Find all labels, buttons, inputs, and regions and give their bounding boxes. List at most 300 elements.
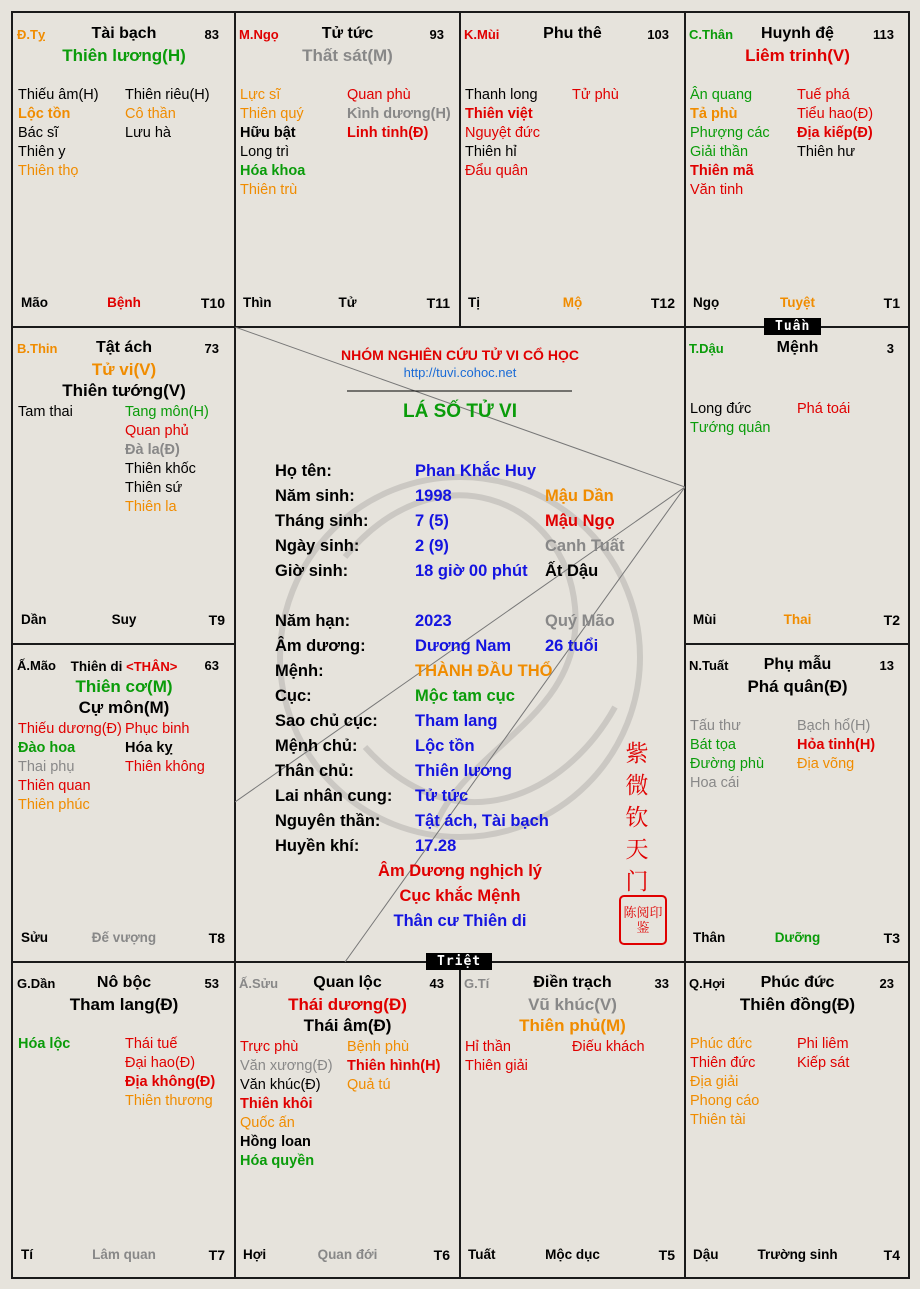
star-name: Địa võng	[797, 756, 855, 772]
star-name: Giải thần	[690, 144, 749, 160]
star-row	[465, 86, 681, 105]
star-name: Cô thần	[125, 106, 176, 122]
star-row	[690, 162, 906, 181]
field-extra: Mậu Ngọ	[545, 512, 615, 530]
palace-name: Phụ mẫu	[763, 656, 832, 673]
palace-age: 63	[204, 658, 219, 673]
field-value: Lộc tồn	[415, 737, 475, 755]
main-star: Thất sát(M)	[302, 46, 393, 65]
star-row	[690, 1073, 906, 1092]
star-name: Phượng các	[690, 125, 770, 141]
star-name: Thiếu âm(H)	[18, 87, 99, 103]
star-row	[690, 124, 906, 143]
star-row	[240, 124, 456, 143]
field-value: Tật ách, Tài bạch	[415, 812, 549, 830]
palace-month: T12	[650, 295, 675, 311]
palace-footer	[685, 1247, 910, 1263]
field-label: Lai nhân cung:	[275, 787, 393, 805]
field-value: 18 giờ 00 phút	[415, 562, 528, 580]
field-value: Dương Nam	[415, 637, 512, 655]
palace-footer	[460, 295, 685, 311]
palace-stage: Đế vượng	[91, 930, 157, 945]
star-name	[18, 1054, 125, 1073]
palace-month: T8	[208, 930, 225, 946]
star-row	[18, 479, 231, 498]
field-label: Sao chủ cục:	[275, 712, 378, 730]
star-name: Tử phù	[572, 87, 619, 103]
palace-age: 73	[204, 341, 219, 356]
star-name: Thiên mã	[690, 163, 754, 179]
star-row	[690, 1111, 906, 1130]
field-label: Âm dương:	[275, 637, 366, 655]
palace-branch: Thân	[693, 930, 726, 945]
palace-footer	[13, 295, 235, 311]
star-name: Văn xương(Đ)	[240, 1058, 333, 1074]
field-value: 2023	[415, 612, 452, 630]
palace-month: T3	[883, 930, 900, 946]
palace-footer	[460, 1247, 685, 1263]
palace-stem: Ấ.Sửu	[239, 976, 279, 991]
field-extra: 26 tuổi	[545, 637, 599, 655]
star-row	[240, 1114, 456, 1133]
seal-char: 紫	[625, 740, 649, 766]
tuan-badge: Tuần	[764, 318, 821, 335]
field-extra: Quý Mão	[545, 612, 615, 630]
star-row	[240, 1076, 456, 1095]
palace-name: Phúc đức	[760, 974, 835, 991]
star-list	[690, 400, 906, 438]
palace-stem: Q.Hợi	[689, 976, 725, 991]
star-name: Thiên trù	[240, 182, 298, 198]
research-group: NHÓM NGHIÊN CỨU TỬ VI CỔ HỌC	[341, 347, 579, 363]
palace-stage: Tử	[338, 295, 357, 310]
star-list	[465, 1038, 681, 1076]
star-name: Linh tinh(Đ)	[347, 125, 429, 141]
star-name: Hóa quyền	[240, 1153, 315, 1169]
palace-footer	[13, 612, 235, 628]
star-name	[18, 1092, 125, 1111]
star-name: Thiên thọ	[18, 163, 79, 179]
star-name: Hóa khoa	[240, 163, 306, 179]
palace-stem: G.Tí	[464, 976, 490, 991]
star-name: Phục binh	[125, 721, 190, 737]
star-name	[18, 460, 125, 479]
field-label: Tháng sinh:	[275, 512, 369, 530]
star-row	[690, 181, 906, 200]
star-row	[240, 86, 456, 105]
palace-name	[13, 659, 235, 674]
star-name: Hỉ thần	[465, 1039, 511, 1055]
star-row	[240, 1095, 456, 1114]
palace-thin	[13, 327, 235, 644]
star-name: Đà la(Đ)	[125, 442, 180, 458]
star-row	[690, 717, 906, 736]
than-label: <THÂN>	[126, 659, 178, 674]
palace-month: T1	[883, 295, 900, 311]
main-star: Thái dương(Đ)	[288, 995, 407, 1014]
star-name: Phi liêm	[797, 1036, 849, 1052]
star-name: Long đức	[690, 401, 752, 417]
star-row	[18, 796, 231, 815]
star-name: Bác sĩ	[18, 125, 59, 141]
palace-footer	[235, 1247, 460, 1263]
palace-age: 43	[429, 976, 444, 991]
star-name: Bệnh phù	[347, 1039, 410, 1055]
palace-ngo	[235, 13, 460, 327]
star-name: Nguyệt đức	[465, 125, 540, 141]
star-row	[465, 124, 681, 143]
field-value: 7 (5)	[415, 512, 449, 530]
main-star: Thiên đồng(Đ)	[739, 995, 856, 1014]
field-label: Nguyên thần:	[275, 812, 381, 830]
field-extra: Ất Dậu	[545, 562, 599, 580]
palace-month: T7	[208, 1247, 225, 1263]
star-name	[18, 1073, 125, 1092]
star-name: Tam thai	[18, 404, 73, 420]
star-row	[690, 755, 906, 774]
palace-stem: M.Ngọ	[239, 27, 279, 42]
palace-age: 33	[654, 976, 669, 991]
star-name: Quốc ấn	[240, 1115, 295, 1131]
palace-branch: Tị	[468, 295, 480, 310]
palace-branch: Mùi	[693, 612, 717, 627]
field-extra: Mậu Dần	[545, 487, 614, 505]
star-name: Thiên không	[125, 759, 205, 775]
palace-stage: Dưỡng	[774, 930, 821, 945]
palace-name: Quan lộc	[313, 974, 382, 991]
star-list	[240, 86, 456, 200]
star-name: Quan phù	[347, 87, 411, 103]
star-row	[18, 124, 231, 143]
summary-note: Thân cư Thiên di	[393, 912, 527, 930]
palace-footer	[13, 1247, 235, 1263]
main-star: Tử vi(V)	[91, 360, 157, 379]
star-row	[690, 1035, 906, 1054]
star-name: Đường phù	[690, 756, 765, 772]
star-list	[690, 1035, 906, 1130]
star-row	[465, 1057, 681, 1076]
star-name: Tiểu hao(Đ)	[797, 106, 874, 122]
star-name: Địa giải	[690, 1074, 739, 1090]
star-list	[18, 720, 231, 815]
palace-footer	[13, 930, 235, 946]
star-name: Điếu khách	[572, 1039, 645, 1055]
star-name: Thai phụ	[18, 759, 75, 775]
star-row	[18, 105, 231, 124]
star-name: Phúc đức	[690, 1036, 753, 1052]
summary-note: Âm Dương nghịch lý	[378, 862, 542, 880]
main-star: Thái âm(Đ)	[303, 1016, 392, 1035]
star-row	[690, 86, 906, 105]
palace-month: T5	[658, 1247, 675, 1263]
palace-stage: Lâm quan	[92, 1247, 156, 1262]
star-row	[240, 181, 456, 200]
star-name: Tướng quân	[690, 420, 771, 436]
palace-age: 113	[873, 27, 894, 42]
palace-age: 103	[647, 27, 669, 42]
stamp: 陈阅印鉴	[619, 895, 667, 945]
palace-footer	[685, 612, 910, 628]
palace-name: Điền trạch	[533, 974, 612, 991]
star-list	[465, 86, 681, 181]
field-label: Cục:	[275, 687, 312, 705]
star-name: Thiên hỉ	[465, 144, 517, 160]
field-label: Năm hạn:	[275, 612, 351, 630]
star-row	[690, 1092, 906, 1111]
star-list	[18, 86, 231, 181]
star-name: Thiên hình(H)	[347, 1058, 441, 1074]
palace-stage: Tuyệt	[779, 295, 815, 310]
star-name: Quả tú	[347, 1077, 391, 1093]
palace-hoi	[685, 962, 910, 1279]
palace-stage: Quan đới	[317, 1247, 378, 1262]
field-label: Mệnh chủ:	[275, 737, 358, 755]
star-name: Tuế phá	[797, 87, 850, 103]
star-name: Ân quang	[690, 87, 753, 103]
star-row	[465, 105, 681, 124]
palace-branch: Ngọ	[693, 295, 720, 310]
palace-name: Phu thê	[543, 25, 602, 42]
star-name: Kiếp sát	[797, 1055, 850, 1071]
palace-branch: Dậu	[693, 1247, 719, 1262]
field-label: Giờ sinh:	[275, 562, 349, 580]
star-row	[18, 460, 231, 479]
star-row	[240, 1152, 456, 1171]
star-name: Hỏa tinh(H)	[797, 737, 876, 753]
palace-branch: Thìn	[243, 295, 272, 310]
star-name: Tang môn(H)	[125, 404, 209, 420]
star-name: Đẩu quân	[465, 163, 528, 179]
chart-title: LÁ SỐ TỬ VI	[403, 401, 517, 422]
palace-dan	[13, 962, 235, 1279]
star-row	[18, 758, 231, 777]
field-value: 1998	[415, 487, 452, 505]
palace-tuat	[685, 644, 910, 962]
star-row	[18, 739, 231, 758]
palace-stem: Ấ.Mão	[17, 658, 56, 673]
star-row	[18, 143, 231, 162]
star-name: Đào hoa	[18, 740, 76, 756]
star-name	[18, 422, 125, 441]
palace-branch: Hợi	[243, 1247, 267, 1262]
main-star: Thiên tướng(V)	[62, 381, 186, 400]
star-list	[18, 403, 231, 517]
star-row	[240, 1133, 456, 1152]
palace-stage: Suy	[111, 612, 137, 627]
palace-stem: B.Thin	[17, 341, 58, 356]
star-name: Lộc tồn	[18, 106, 71, 122]
star-name: Hoa cái	[690, 775, 740, 791]
palace-age: 83	[204, 27, 219, 42]
star-name: Văn tinh	[690, 182, 744, 198]
star-row	[18, 1035, 231, 1054]
field-value: 17.28	[415, 837, 457, 855]
star-name: Thanh long	[465, 87, 538, 103]
star-row	[18, 1054, 231, 1073]
seal-char: 天	[625, 836, 649, 862]
star-name: Thiên riêu(H)	[125, 87, 210, 103]
star-name: Thái tuế	[125, 1036, 178, 1052]
field-label: Huyền khí:	[275, 837, 360, 855]
star-row	[240, 143, 456, 162]
star-name: Trực phù	[240, 1039, 299, 1055]
star-row	[18, 441, 231, 460]
field-label: Mệnh:	[275, 662, 324, 680]
star-row	[240, 1038, 456, 1057]
palace-stem: N.Tuất	[689, 658, 729, 673]
palace-footer	[685, 295, 910, 311]
star-name: Hồng loan	[240, 1134, 311, 1150]
main-star: Thiên cơ(M)	[75, 677, 173, 696]
palace-stem: T.Dậu	[689, 341, 724, 356]
star-name: Lực sĩ	[240, 87, 281, 103]
star-name: Phong cáo	[690, 1093, 760, 1109]
star-row	[690, 1054, 906, 1073]
palace-month: T10	[200, 295, 225, 311]
palace-name: Huynh đệ	[761, 25, 834, 42]
palace-branch: Dần	[21, 612, 47, 627]
main-star: Thiên phủ(M)	[519, 1016, 626, 1035]
star-row	[240, 105, 456, 124]
seal-text	[617, 737, 657, 897]
palace-stem: G.Dần	[17, 976, 56, 991]
palace-stage: Trường sinh	[757, 1247, 838, 1262]
palace-branch: Mão	[21, 295, 48, 310]
star-row	[690, 105, 906, 124]
palace-footer	[685, 930, 910, 946]
seal-char: 钦	[625, 804, 649, 830]
star-row	[690, 400, 906, 419]
star-name: Quan phủ	[125, 423, 189, 439]
palace-stage: Bệnh	[107, 295, 141, 310]
star-name: Thiên quan	[18, 778, 91, 794]
star-row	[690, 419, 906, 438]
field-value: THÀNH ĐẦU THỔ	[415, 662, 553, 680]
star-name: Long trì	[240, 144, 290, 160]
star-row	[690, 736, 906, 755]
star-name: Thiên thương	[125, 1093, 213, 1109]
field-label: Thân chủ:	[275, 762, 354, 780]
star-name: Địa kiếp(Đ)	[797, 125, 873, 141]
palace-ti	[460, 962, 685, 1279]
palace-month: T2	[883, 612, 900, 628]
palace-stem: C.Thân	[689, 27, 734, 42]
star-name: Lưu hà	[125, 125, 171, 141]
star-list	[240, 1038, 456, 1171]
star-name: Phá toái	[797, 401, 851, 417]
palace-name: Nô bộc	[96, 974, 152, 991]
field-value: Mộc tam cục	[415, 687, 515, 705]
palace-branch: Tí	[21, 1247, 33, 1262]
star-list	[690, 86, 906, 200]
palace-month: T9	[208, 612, 225, 628]
summary-note: Cục khắc Mệnh	[399, 887, 521, 905]
star-name: Hóa lộc	[18, 1036, 71, 1052]
palace-suu	[235, 962, 460, 1279]
star-name: Tả phù	[690, 106, 738, 122]
star-row	[240, 1057, 456, 1076]
star-row	[18, 403, 231, 422]
star-name: Thiên khôi	[240, 1096, 313, 1112]
star-row	[465, 162, 681, 181]
star-row	[18, 86, 231, 105]
star-name: Thiên đức	[690, 1055, 756, 1071]
star-name: Thiên khốc	[125, 461, 196, 477]
palace-stem: Đ.Tỵ	[17, 27, 46, 42]
star-name: Đại hao(Đ)	[125, 1055, 196, 1071]
star-list	[18, 1035, 231, 1111]
star-row	[465, 143, 681, 162]
star-name: Thiên quý	[240, 106, 304, 122]
main-star: Thiên lương(H)	[62, 46, 186, 65]
star-row	[18, 422, 231, 441]
main-star: Phá quân(Đ)	[747, 677, 848, 696]
palace-age: 93	[429, 27, 444, 42]
star-name	[18, 441, 125, 460]
star-row	[18, 720, 231, 739]
star-list	[690, 717, 906, 793]
star-name: Thiên giải	[465, 1058, 528, 1074]
triet-badge: Triệt	[426, 953, 492, 970]
star-name: Thiên y	[18, 144, 66, 160]
seal-char: 微	[625, 772, 649, 798]
palace-name-text: Thiên di	[70, 659, 123, 674]
field-value: Tham lang	[415, 712, 498, 730]
main-star: Cự môn(M)	[78, 698, 170, 717]
star-row	[18, 498, 231, 517]
main-star: Tham lang(Đ)	[69, 995, 179, 1014]
palace-name: Mệnh	[776, 339, 819, 356]
palace-month: T11	[426, 295, 450, 311]
palace-name: Tử tức	[321, 25, 374, 42]
star-row	[18, 162, 231, 181]
center-panel	[235, 327, 685, 962]
star-row	[690, 774, 906, 793]
field-value: 2 (9)	[415, 537, 449, 555]
field-value: Thiên lương	[415, 762, 513, 780]
palace-branch: Tuất	[468, 1247, 496, 1262]
star-name	[18, 498, 125, 517]
field-value: Tử tức	[415, 787, 469, 805]
star-name: Văn khúc(Đ)	[240, 1077, 321, 1093]
star-row	[240, 162, 456, 181]
star-name: Hữu bật	[240, 125, 296, 141]
palace-dau	[685, 327, 910, 644]
palace-stem: K.Mùi	[464, 27, 500, 42]
palace-month: T6	[433, 1247, 450, 1263]
site-url: http://tuvi.cohoc.net	[403, 365, 517, 380]
palace-branch: Sửu	[21, 930, 49, 945]
field-label: Ngày sinh:	[275, 537, 360, 555]
palace-stage: Mộ	[562, 295, 583, 310]
palace-footer	[235, 295, 460, 311]
star-name: Thiếu dương(Đ)	[18, 721, 122, 737]
palace-stage: Mộc dục	[545, 1247, 600, 1262]
star-name: Kình dương(H)	[347, 106, 451, 122]
field-label: Họ tên:	[275, 462, 332, 480]
star-row	[18, 1092, 231, 1111]
star-row	[18, 777, 231, 796]
field-label: Năm sinh:	[275, 487, 355, 505]
field-extra: Canh Tuất	[545, 537, 625, 555]
palace-mui	[460, 13, 685, 327]
field-value: Phan Khắc Huy	[415, 462, 537, 480]
main-star: Liêm trinh(V)	[745, 46, 850, 65]
palace-age: 23	[879, 976, 894, 991]
palace-age: 13	[879, 658, 894, 673]
star-name: Hóa kỵ	[125, 740, 173, 756]
star-name: Thiên sứ	[125, 480, 183, 496]
